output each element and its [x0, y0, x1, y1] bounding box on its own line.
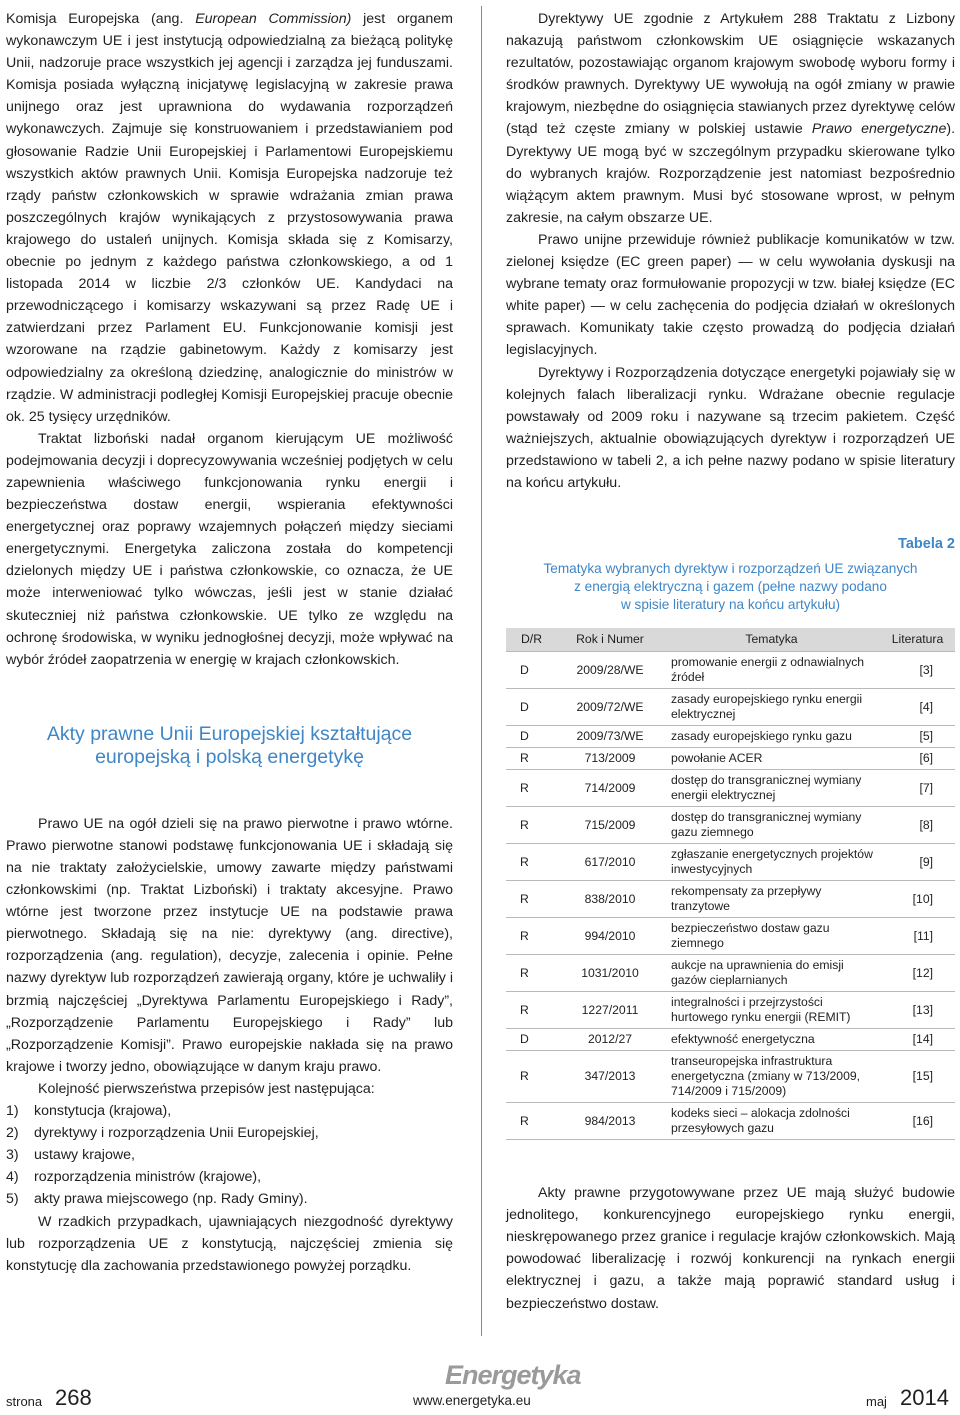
table-row: D 2009/28/WE promowanie energii z odnawialnych źródeł [3]	[506, 652, 955, 689]
table-header-row	[506, 628, 955, 652]
directives-table	[506, 628, 955, 1140]
energy-law-title: Prawo energetyczne	[811, 121, 947, 138]
list-item: 1) konstytucja (krajowa),	[6, 1103, 172, 1120]
list-item: 5) akty prawa miejscowego (np. Rady Gminy).	[6, 1191, 308, 1208]
footer-url: www.energetyka.eu	[413, 1393, 531, 1408]
table-row: D 2012/27 efektywność energetyczna [14]	[506, 1029, 955, 1051]
column-divider	[481, 6, 482, 1336]
table-row: R 838/2010 rekompensaty za przepływy tranzytowe [10]	[506, 881, 955, 918]
energetyka-logo-icon: Energetyka	[445, 1360, 581, 1390]
precedence-list	[6, 1100, 453, 1210]
issue-month: maj	[866, 1394, 887, 1409]
table-row: R 715/2009 dostęp do transgranicznej wymiany gazu ziemnego [8]	[506, 807, 955, 844]
paragraph-green-white-paper: Prawo unijne przewiduje również publikacje komunikatów w tzw. zielonej księdze (EC green paper) — w celu wywołania dyskusji na wybrane tematy oraz formułowanie propozycji w tzw. białej księdze (EC white paper) — w celu zachęcenia do podjęcia działań w określonych sprawach. Komunikaty takie często prowadzą do podjęcia działań legislacyjnych.	[506, 231, 955, 359]
paragraph-lisbon-treaty: Traktat lizboński nadał organom kierującym UE możliwość podejmowania decyzji i doprecyzowywania wcześniej podjętych w celu zapewnienia właściwego funkcjonowania rynku energii i bezpieczeństwa dostaw energii, wspierania efektywności energetycznej oraz poprawy wzajemnych połączeń między sieciami energetycznymi. Energetyka zaliczona została do kompetencji dzielonych między UE i państwa członkowskie, co oznacza, że UE może interweniować tylko wówczas, jeśli jest w stanie działać skuteczniej niż państwa członkowskie. UE tylko ze względu na ochronę środowiska, w wyniku jednogłośnej decyzji, może wpływać na wybór źródeł zaopatrzenia w energię w krajach członkowskich.	[6, 430, 453, 668]
header-topic: Tematyka	[663, 628, 880, 652]
header-reference: Literatura	[880, 628, 955, 652]
table-row: R 714/2009 dostęp do transgranicznej wymiany energii elektrycznej [7]	[506, 770, 955, 807]
table-row: D 2009/72/WE zasady europejskiego rynku energii elektrycznej [4]	[506, 689, 955, 726]
table-row: R 617/2010 zgłaszanie energetycznych projektów inwestycyjnych [9]	[506, 844, 955, 881]
paragraph-commission: Komisja Europejska (ang. European Commission) jest organem wykonawczym UE i jest instytucją odpowiedzialną za bieżącą politykę Unii, nadzoruje prace wszystkich jej agencji i zarządza jej funduszami. Komisja posiada wyłączną inicjatywę legislacyjną w zakresie prawa unijnego oraz jest uprawniona do wydawania rozporządzeń wykonawczych. Zajmuje się konstruowaniem i przedstawianiem pod głosowanie Radzie Unii Europejskiej i Parlamentowi Europejskiemu wszystkich aktów prawnych Unii. Komisja Europejska nadzoruje też rządy państw członkowskich w sprawie wdrażania zmian prawa poszczególnych krajów wynikających z przystosowywania prawa krajowego do ustaleń unijnych. Komisja składa się z Komisarzy, obecnie po jednym z każdego państwa członkowskiego, a od 1 listopada 2014 w liczbie 2/3 członków UE. Kandydaci na przewodniczącego i komisarzy wskazywani są przez Radę UE i zatwierdzani przez Parlament EU. Funkcjonowanie komisji jest wzorowane na rządzie gabinetowym. Każdy z komisarzy jest odpowiedzialny za określoną dziedzinę, analogicznie do ministrów w rządzie. W administracji podległej Komisji Europejskiej pracuje obecnie ok. 25 tysięcy urzędników.	[6, 11, 453, 425]
paragraph-directives: Dyrektywy UE zgodnie z Artykułem 288 Traktatu z Lizbony nakazują państwom członkowskim UE osiągnięcie wskazanych rezultatów, pozostawiając organom krajowym swobodę wyboru formy i środków prawnych. Dyrektywy UE wywołują na ogół zmiany w prawie krajowym, niezbędne do osiągnięcia stawianych przez dyrektywę celów (stąd też częste zmiany w polskiej ustawie Prawo energetyczne). Dyrektywy UE mogą być w szczególnym przypadku skierowane tylko do wybranych krajów. Rozporządzenie jest natomiast bezpośrednio wiążącym aktem prawnym. Musi być stosowane wprost, w pełnym zakresie, na całym obszarze UE.	[506, 11, 956, 226]
section-heading	[6, 723, 453, 769]
header-type: D/R	[506, 628, 557, 652]
table-row: R 713/2009 powołanie ACER [6]	[506, 748, 955, 770]
page-number: 268	[55, 1385, 92, 1410]
paragraph-liberalization: Dyrektywy i Rozporządzenia dotyczące energetyki pojawiały się w kolejnych falach liberalizacji rynku. Wdrażane obecnie regulacje powstawały od 2009 roku i nazywane są trzecim pakietem. Część ważniejszych, aktualnie obowiązujących dyrektyw i rozporządzeń UE przedstawiono w tabeli 2, a ich pełne nazwy podano w spisie literatury na końcu artykułu.	[506, 364, 955, 491]
page-label: strona	[6, 1394, 43, 1409]
table-row: D 2009/73/WE zasady europejskiego rynku gazu [5]	[506, 726, 955, 748]
table-body	[506, 652, 955, 1140]
left-column	[6, 8, 453, 1277]
paragraph-rare-cases: W rzadkich przypadkach, ujawniających niezgodność dyrektywy lub rozporządzenia UE z konstytucją, najczęściej zmienia się konstytucję dla zachowania przedstawionego powyżej porządku.	[6, 1213, 453, 1274]
commission-english-name: European Commission)	[195, 11, 352, 27]
issue-year: 2014	[900, 1385, 949, 1410]
header-number: Rok i Numer	[557, 628, 663, 652]
section-heading-line-2: europejską i polską energetykę	[95, 745, 364, 768]
table-row: R 984/2013 kodeks sieci – alokacja zdolności przesyłowych gazu [16]	[506, 1103, 955, 1140]
table-row: R 347/2013 transeuropejska infrastruktura energetyczna (zmiany w 713/2009, 714/2009 i 715/2009) [15]	[506, 1051, 955, 1103]
list-item: 4) rozporządzenia ministrów (krajowe),	[6, 1169, 262, 1186]
paragraph-single-market: Akty prawne przygotowywane przez UE mają służyć budowie jednolitego, konkurencyjnego europejskiego rynku energii, nieskrępowanego przez granice i regulacje krajów członkowskich. Mają powodować liberalizację i rozwój konkurencji na rynkach energii elektrycznej i gazu, a także mają poprawić standard usług i bezpieczeństwo dostaw.	[506, 1185, 955, 1312]
precedence-intro: Kolejność pierwszeństwa przepisów jest następująca:	[38, 1080, 375, 1097]
page-footer	[0, 1350, 960, 1415]
table-row: R 994/2010 bezpieczeństwo dostaw gazu ziemnego [11]	[506, 918, 955, 955]
table-caption: Tematyka wybranych dyrektyw i rozporządzeń UE związanych z energią elektryczną i gazem (pełne nazwy podano w spisie literatury na końcu artykułu)	[543, 561, 918, 613]
table-label: Tabela 2	[898, 536, 955, 553]
paragraph-eu-law: Prawo UE na ogół dzieli się na prawo pierwotne i prawo wtórne. Prawo pierwotne stanowi podstawę funkcjonowania UE i składają się na nie traktaty założycielskie, umowy zawarte między państwami członkowskimi (np. Traktat Lizboński) i traktaty akcesyjne. Prawo wtórne jest tworzone przez instytucje UE na podstawie prawa pierwotnego. Składają się na nie: dyrektywy (ang. directive), rozporządzenia (ang. regulation), decyzje, zalecenia i opinie. Pełne nazwy dyrektyw lub rozporządzeń zawierają organy, które je uchwaliły i brzmią najczęściej „Dyrektywa Parlamentu Europejskiego i Rady”, „Rozporządzenie Parlamentu Europejskiego i Rady” lub „Rozporządzenie Komisji”. Prawo europejskie nakłada się na prawo krajowe i tworzy jedno, obowiązujące w danym kraju prawo.	[6, 815, 453, 1075]
right-column	[506, 8, 955, 1315]
list-item: 2) dyrektywy i rozporządzenia Unii Europejskiej,	[6, 1125, 319, 1142]
section-heading-line-1: Akty prawne Unii Europejskiej kształtujące	[46, 722, 413, 745]
table-row: R 1227/2011 integralności i przejrzystości hurtowego rynku energii (REMIT) [13]	[506, 992, 955, 1029]
table-row: R 1031/2010 aukcje na uprawnienia do emisji gazów cieplarnianych [12]	[506, 955, 955, 992]
list-item: 3) ustawy krajowe,	[6, 1147, 135, 1164]
